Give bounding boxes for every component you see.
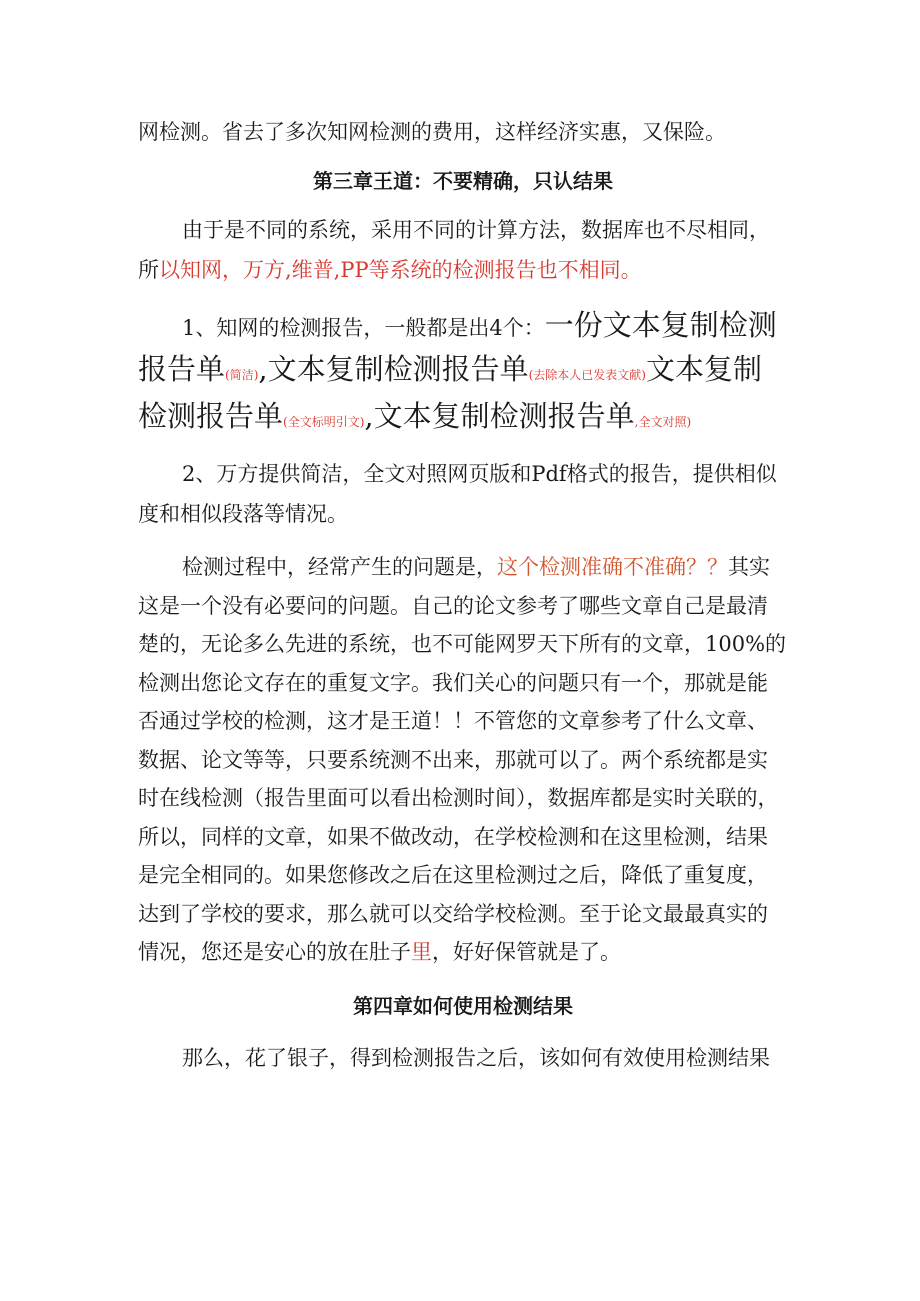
text-run: 1、知网的检测报告，一般都是出4个：	[182, 316, 545, 340]
document-body	[138, 112, 788, 1078]
separator: ,	[258, 352, 268, 386]
paragraph-continuation: 网检测。省去了多次知网检测的费用，这样经济实惠，又保险。	[138, 120, 726, 144]
report-note: (简洁)	[225, 368, 259, 382]
highlighted-question: 这个检测准确不准确？？	[497, 555, 728, 579]
report-note: (去除本人已发表文献)	[528, 368, 646, 382]
paragraph-using-results: 那么，花了银子，得到检测报告之后，该如何有效使用检测结果	[182, 1045, 770, 1070]
separator: ,	[364, 399, 374, 433]
highlighted-text: 里	[411, 940, 432, 964]
report-note: ,全文对照)	[634, 415, 692, 429]
report-note: (全文标明引文)	[283, 415, 365, 429]
text-run: ，好好保管就是了。	[432, 940, 621, 964]
highlighted-text: 以知网，万方,维普,PP等系统的检测报告也不相同。	[159, 258, 642, 282]
paragraph-system-differences	[138, 210, 788, 290]
text-run: 由于是不同的系统，采用不同的计算方法，数据库也不尽相同，所	[138, 218, 770, 282]
chapter-4-heading: 第四章如何使用检测结果	[353, 993, 573, 1018]
report-name: 文本复制检测报告单	[267, 352, 529, 386]
text-run: 检测过程中，经常产生的问题是，	[182, 555, 497, 579]
paragraph-accuracy-discussion	[138, 548, 788, 972]
text-run: 其实这是一个没有必要问的问题。自己的论文参考了哪些文章自己是最清楚的，无论多么先进的系统，也不可能网罗天下所有的文章，100%的检测出您论文存在的重复文字。我们关心的问题只有一个，那就是能否通过学校的检测，这才是王道！！不管您的文章参考了什么文章、数据、论文等等，只要系统测不出来，那就可以了。两个系统都是实时在线检测（报告里面可以看出检测时间），数据库都是实时关联的，所以，同样的文章，如果不做改动，在学校检测和在这里检测，结果是完全相同的。如果您修改之后在这里检测过之后，降低了重复度，达到了学校的要求，那么就可以交给学校检测。至于论文最最真实的情况，您还是安心的放在肚子	[138, 555, 787, 964]
chapter-3-heading: 第三章王道：不要精确，只认结果	[313, 169, 613, 193]
paragraph-wanfang-reports: 2、万方提供简洁，全文对照网页版和Pdf格式的报告，提供相似度和相似段落等情况。	[138, 462, 777, 526]
report-name: 一份文本复制检测报告单	[138, 308, 777, 386]
paragraph-cnki-reports	[138, 304, 788, 442]
report-name: 文本复制检测报告单	[138, 352, 763, 433]
report-name: 文本复制检测报告单	[373, 399, 635, 433]
